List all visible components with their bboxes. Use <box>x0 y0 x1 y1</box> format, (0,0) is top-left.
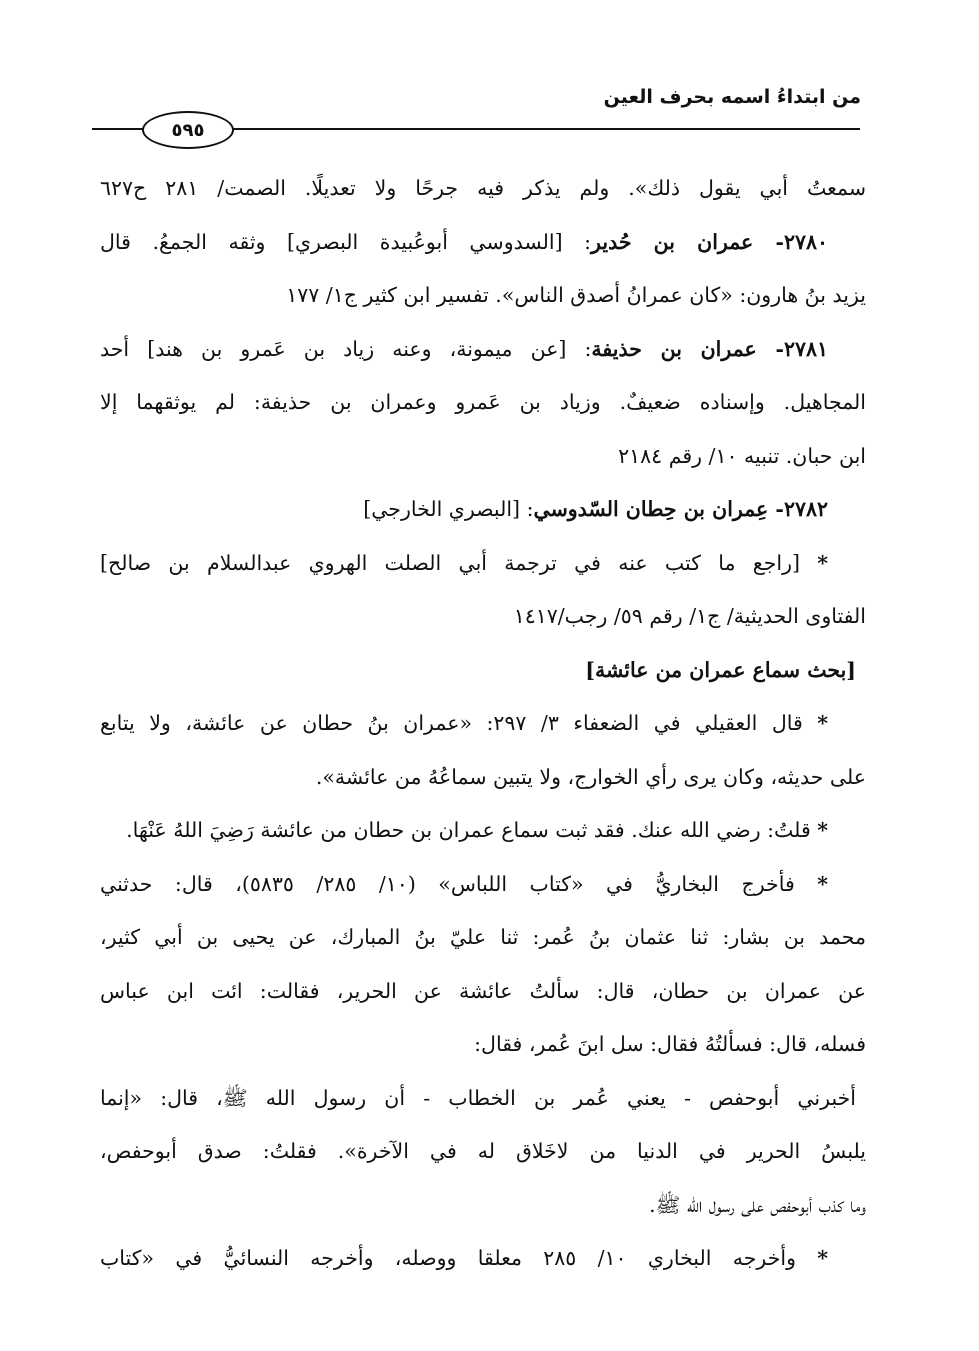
bold-segment: * <box>817 550 828 575</box>
text-line <box>100 1238 866 1292</box>
text-segment: فأخرج البخاريُّ في «كتاب اللباس» (١٠/ ٢٨٥/ ٥٨٣٥)، قال: حدثني <box>100 871 818 896</box>
text-line <box>100 222 866 276</box>
text-segment: أخبرني أبوحفص - يعني عُمر بن الخطاب - أن رسول الله ﷺ، قال: «إنما <box>100 1085 856 1110</box>
text-segment: محمد بن بشار: ثنا عثمان بنُ عُمر: ثنا عليّ بنُ المبارك، عن يحيى بن أبي كثير، <box>100 925 866 949</box>
page-number: ٥٩٥ <box>142 111 234 149</box>
text-line <box>100 168 866 222</box>
text-segment: [راجع ما كتب عنه في ترجمة أبي الصلت الهروي عبدالسلام بن صالح] <box>100 550 818 575</box>
text-segment: يلبسُ الحرير في الدنيا من لاخَلاق له في الآخرة». فقلتُ: صدق أبوحفص، <box>100 1139 866 1163</box>
text-segment: يزيد بنُ هارون: «كان عمرانُ أصدق الناس». تفسير ابن كثير ج١/ ١٧٧ <box>286 283 866 307</box>
text-segment: قلتُ: رضي الله عنك. فقد ثبت سماع عمران بن حطان من عائشة رَضِيَ اللهُ عَنْهَا. <box>126 818 818 842</box>
text-line <box>100 650 866 704</box>
text-line <box>100 436 866 490</box>
text-line <box>100 382 866 436</box>
running-title: من ابتداءُ اسمه بحرف العين <box>603 86 861 108</box>
text-line <box>100 543 866 597</box>
text-segment: وأخرجه البخاري ١٠/ ٢٨٥ معلقا ووصله، وأخرجه النسائيُّ في «كتاب <box>100 1246 818 1270</box>
text-segment: سمعتُ أبي يقول ذلك». ولم يذكر فيه جرحًا ولا تعديلًا. الصمت/ ٢٨١ ح٦٢٧ <box>100 176 866 200</box>
text-line <box>100 917 866 971</box>
text-line <box>100 1185 866 1239</box>
text-line <box>100 1131 866 1185</box>
text-segment: المجاهيل. وإسناده ضعيفٌ. وزياد بن عَمرو وعمران بن حذيفة: لم يوثقهما إلا <box>100 390 866 414</box>
bold-segment: * <box>817 1246 828 1270</box>
text-line <box>100 489 866 543</box>
text-line <box>100 275 866 329</box>
bold-segment: ٢٧٨٢- عِمران بن حِطان السّدوسي <box>533 497 828 521</box>
text-line <box>100 810 866 864</box>
text-segment: : [البصري الخارجي] <box>363 497 534 521</box>
text-segment: : [عن ميمونة، وعنه زياد بن عَمرو بن هند] أحد <box>100 336 592 361</box>
text-segment: : [السدوسي أبوعُبيدة البصري] وثقه الجمعُ. قال <box>100 229 592 254</box>
text-segment: قال العقيلي في الضعفاء ٣/ ٢٩٧: «عمران بنُ حطان عن عائشة، ولا يتابع <box>100 711 818 735</box>
text-line <box>100 864 866 918</box>
bold-segment: * <box>817 818 828 842</box>
bold-segment: ٢٧٨١- عمران بن حذيفة <box>591 336 828 361</box>
bold-segment: * <box>817 871 828 896</box>
text-segment: عن عمران بن حطان، قال: سألتُ عائشة عن الحرير، فقالت: ائت ابن عباس <box>100 978 866 1003</box>
bold-segment: [بحث سماع عمران من عائشة] <box>585 657 856 682</box>
text-segment: وما كذب أبوحفص على رسول الله ﷺ. <box>649 1192 866 1217</box>
text-segment: على حديثه، وكان يرى رأي الخوارج، ولا يتبين سماعُهُ من عائشة». <box>315 764 866 789</box>
bold-segment: * <box>817 711 828 735</box>
text-segment: فسله، قال: فسألتُهُ فقال: سل ابنَ عُمر، فقال: <box>474 1032 866 1056</box>
text-line <box>100 757 866 811</box>
main-text <box>100 168 866 1292</box>
text-line <box>100 1078 866 1132</box>
text-segment: ابن حبان. تنبيه ١٠/ رقم ٢١٨٤ <box>618 443 866 468</box>
text-line <box>100 703 866 757</box>
text-line <box>100 329 866 383</box>
text-line <box>100 596 866 650</box>
bold-segment: ٢٧٨٠- عمران بن حُدير <box>591 229 829 254</box>
text-line <box>100 1024 866 1078</box>
text-segment: الفتاوى الحديثية/ ج١/ رقم ٥٩/ رجب/١٤١٧ <box>513 604 866 628</box>
text-line <box>100 971 866 1025</box>
